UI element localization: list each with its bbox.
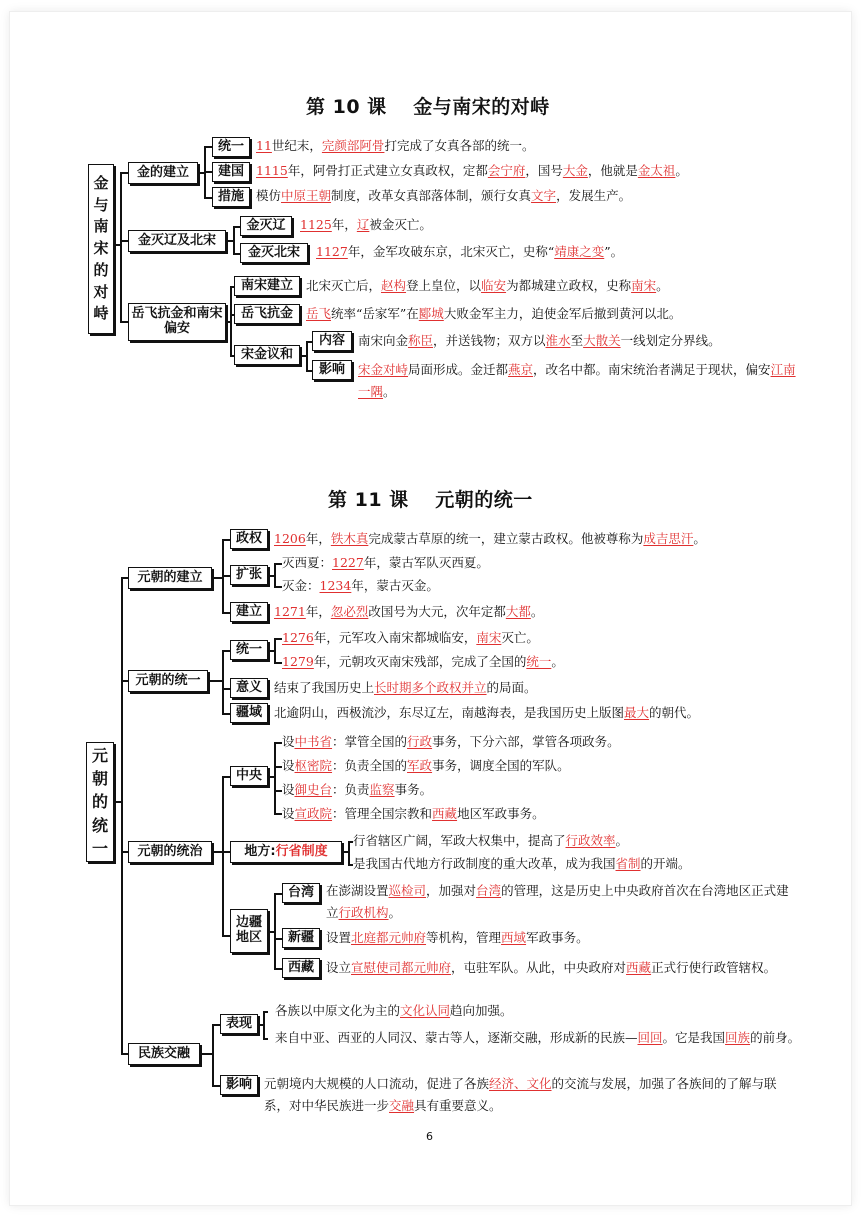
text-line <box>274 677 537 699</box>
connector <box>306 341 308 371</box>
node-unify: 统一 <box>230 640 268 660</box>
connector <box>212 851 222 853</box>
root-char: 峙 <box>93 304 109 323</box>
text-segment: 。 <box>388 905 402 920</box>
keyword: 军政 <box>407 758 433 773</box>
text-segment: 设 <box>282 734 295 749</box>
keyword: 文字 <box>531 188 557 203</box>
keyword: 文化认同 <box>400 1003 451 1018</box>
keyword: 长时期多个政权并立 <box>374 680 487 695</box>
keyword: 1276 <box>282 630 314 645</box>
text-segment: 设置 <box>326 930 352 945</box>
keyword: 枢密院 <box>294 758 333 773</box>
keyword: 赵构 <box>381 278 407 293</box>
lesson10-root <box>88 164 114 334</box>
keyword: 巡检司 <box>388 883 427 898</box>
keyword: 辽 <box>356 217 370 232</box>
keyword: 1234 <box>319 578 352 593</box>
text-segment: 年，元军攻入南宋都城临安， <box>313 630 477 645</box>
text-line <box>326 880 800 924</box>
connector <box>120 240 128 242</box>
text-line <box>275 1027 801 1049</box>
keyword: 经济、文化 <box>489 1076 552 1091</box>
connector <box>120 321 128 323</box>
connector <box>274 563 276 587</box>
node-xinjiang: 新疆 <box>282 928 320 948</box>
text-segment: 至 <box>570 333 584 348</box>
text-segment: 登上皇位，以 <box>406 278 482 293</box>
node-yuefei-resists-jin: 岳飞抗金 <box>234 304 300 324</box>
text-line <box>282 755 570 777</box>
node-content: 内容 <box>312 331 352 351</box>
connector <box>222 776 224 936</box>
node-southern-song-founded: 南宋建立 <box>234 276 300 296</box>
text-line <box>256 185 631 207</box>
text-segment: 行省辖区广阔，军政大权集中，提高了 <box>353 833 566 848</box>
text-line <box>282 552 489 574</box>
keyword: 铁木真 <box>330 531 369 546</box>
text-segment: ：掌管全国的 <box>332 734 408 749</box>
text-segment: 元朝境内大规模的人口流动，促进了各族 <box>264 1076 490 1091</box>
local-label: 地方: <box>244 843 276 859</box>
keyword: 台湾 <box>476 883 502 898</box>
keyword: 统一 <box>526 654 552 669</box>
keyword: 江南一隅 <box>358 362 796 399</box>
text-line <box>274 702 699 724</box>
keyword: 成吉思汗 <box>643 531 694 546</box>
connector <box>204 197 212 199</box>
connector <box>204 171 212 173</box>
node-measures: 措施 <box>212 187 250 207</box>
text-line <box>282 731 620 753</box>
text-segment: 。 <box>656 278 669 293</box>
text-segment: 年，蒙古灭金。 <box>351 578 439 593</box>
connector <box>120 172 128 174</box>
connector <box>274 813 282 815</box>
text-segment: 。 <box>551 654 564 669</box>
node-central: 中央 <box>230 766 268 786</box>
text-segment: 。 <box>675 163 688 178</box>
keyword: 回族 <box>725 1030 751 1045</box>
lesson11-root <box>86 742 114 862</box>
keyword: 交融 <box>389 1098 415 1113</box>
text-line <box>353 830 628 852</box>
keyword: 回回 <box>637 1030 663 1045</box>
node-regime: 政权 <box>230 529 268 549</box>
connector <box>222 539 230 541</box>
connector <box>348 841 350 865</box>
connector <box>222 575 230 577</box>
text-segment: 灭亡。 <box>501 630 539 645</box>
text-segment: ，改名中都。南宋统治者满足于现状，偏安 <box>533 362 771 377</box>
keyword: 金太祖 <box>637 163 676 178</box>
text-segment: 世纪末， <box>271 138 322 153</box>
keyword: 西藏 <box>432 806 458 821</box>
keyword: 1125 <box>300 217 332 232</box>
keyword: 最大 <box>624 705 650 720</box>
keyword: 宣政院 <box>294 806 333 821</box>
connector <box>222 650 230 652</box>
root-char: 元 <box>91 746 108 766</box>
text-line <box>275 1000 513 1022</box>
text-segment: 打完成了女真各部的统一。 <box>384 138 535 153</box>
connector <box>274 938 282 940</box>
keyword: 中原王朝 <box>281 188 332 203</box>
connector <box>222 851 230 853</box>
text-line <box>282 779 432 801</box>
keyword: 御史台 <box>294 782 333 797</box>
keyword: 西域 <box>501 930 527 945</box>
connector <box>263 1011 265 1039</box>
node-found-state: 建国 <box>212 162 250 182</box>
text-segment: 年， <box>331 217 357 232</box>
connector <box>222 935 230 937</box>
connector <box>121 577 123 1053</box>
text-segment: 改国号为大元，次年定都 <box>368 604 506 619</box>
page-number: 6 <box>426 1130 433 1143</box>
branch-yuan-rule: 元朝的统治 <box>128 841 212 863</box>
lesson10-title: 第 10 课 金与南宋的对峙 <box>306 96 550 118</box>
root-char: 宋 <box>93 239 109 258</box>
keyword: 淮水 <box>545 333 571 348</box>
text-segment: 完成蒙古草原的统一，建立蒙古政权。他被尊称为 <box>368 531 644 546</box>
text-segment: 军政事务。 <box>526 930 589 945</box>
branch-yuefei-southern-song: 岳飞抗金和南宋偏安 <box>128 303 226 341</box>
text-segment: 北宋灭亡后， <box>306 278 382 293</box>
text-segment: 的开端。 <box>640 856 691 871</box>
keyword: 称臣 <box>408 333 434 348</box>
text-segment: 的朝代。 <box>649 705 700 720</box>
root-char: 南 <box>93 217 109 236</box>
text-segment: 设立 <box>326 960 352 975</box>
keyword: 省制 <box>615 856 641 871</box>
text-line <box>256 160 688 182</box>
node-local-province-system <box>230 841 342 863</box>
connector <box>212 1024 214 1086</box>
keyword: 监察 <box>369 782 395 797</box>
text-segment: 局面形成。金迁都 <box>408 362 509 377</box>
keyword: 忽必烈 <box>330 604 369 619</box>
connector <box>222 688 230 690</box>
connector <box>274 790 282 792</box>
node-establish: 建立 <box>230 602 268 622</box>
text-segment: 设 <box>282 782 295 797</box>
node-frontier-regions: 边疆地区 <box>230 909 268 953</box>
text-segment: 事务。 <box>394 782 433 797</box>
text-segment: ：负责全国的 <box>332 758 408 773</box>
text-line <box>358 330 721 352</box>
keyword: 行政 <box>407 734 433 749</box>
text-line <box>282 575 439 597</box>
text-line <box>358 359 804 403</box>
root-char: 朝 <box>91 769 108 789</box>
text-segment: 具有重要意义。 <box>414 1098 502 1113</box>
connector <box>274 766 282 768</box>
keyword: 南宋 <box>631 278 657 293</box>
connector <box>222 713 230 715</box>
text-segment: 结束了我国历史上 <box>274 680 375 695</box>
text-segment: 。 <box>615 833 629 848</box>
root-char: 金 <box>93 173 109 192</box>
connector <box>204 146 212 148</box>
keyword: 1271 <box>274 604 306 619</box>
node-tibet: 西藏 <box>282 958 320 978</box>
text-segment: 各族以中原文化为主的 <box>275 1003 401 1018</box>
text-segment: 。 <box>530 604 544 619</box>
keyword: 宋金对峙 <box>358 362 409 377</box>
text-segment: 模仿 <box>256 188 282 203</box>
node-unify: 统一 <box>212 137 250 157</box>
text-line <box>300 214 432 236</box>
text-segment: 灭金： <box>282 578 320 593</box>
text-segment: 的交流与发展，加强了各族间的了解与联系，对中华民族进一步 <box>264 1076 777 1113</box>
connector <box>274 638 282 640</box>
connector <box>120 172 122 322</box>
keyword: 大金 <box>562 163 588 178</box>
root-char: 与 <box>93 195 109 214</box>
province-system-label: 行省制度 <box>275 843 328 859</box>
keyword: 11 <box>256 138 272 153</box>
text-line <box>274 601 543 623</box>
keyword: 会宁府 <box>487 163 526 178</box>
node-expansion: 扩张 <box>230 565 268 585</box>
text-segment: ，加强对 <box>426 883 477 898</box>
text-segment: 年，金军攻破东京，北宋灭亡，史称“ <box>347 244 555 259</box>
text-segment: ，发展生产。 <box>556 188 632 203</box>
node-significance: 意义 <box>230 678 268 698</box>
keyword: 中书省 <box>294 734 333 749</box>
branch-ethnic-integration: 民族交融 <box>128 1043 200 1065</box>
keyword: 完颜部阿骨 <box>321 138 385 153</box>
text-segment: 的前身。 <box>750 1030 801 1045</box>
connector <box>208 680 222 682</box>
connector <box>230 286 232 356</box>
text-segment: ”。 <box>604 244 624 259</box>
text-line <box>264 1073 800 1117</box>
text-segment: 年，元朝攻灭南宋残部，完成了全国的 <box>313 654 527 669</box>
text-segment: 等机构，管理 <box>426 930 502 945</box>
connector <box>233 253 240 255</box>
text-segment: 南宋向金 <box>358 333 409 348</box>
connector <box>222 776 230 778</box>
connector <box>274 968 282 970</box>
text-segment: 大败金军主力，迫使金军后撤到黄河以北。 <box>443 306 682 321</box>
text-segment: 是我国古代地方行政制度的重大改革，成为我国 <box>353 856 616 871</box>
keyword: 行政机构 <box>338 905 389 920</box>
node-impact: 影响 <box>312 360 352 380</box>
text-segment: 来自中亚、西亚的人同汉、蒙古等人，逐渐交融，形成新的民族— <box>275 1030 638 1045</box>
text-segment: ，国号 <box>525 163 563 178</box>
keyword: 北庭都元帅府 <box>351 930 427 945</box>
connector <box>233 226 240 228</box>
branch-yuan-founding: 元朝的建立 <box>128 567 212 589</box>
keyword: 靖康之变 <box>554 244 605 259</box>
keyword: 行政效率 <box>565 833 616 848</box>
text-segment: 为都城建立政权，史称 <box>506 278 632 293</box>
keyword: 1279 <box>282 654 314 669</box>
text-line <box>274 528 706 550</box>
text-segment: 设 <box>282 758 295 773</box>
connector <box>222 650 224 714</box>
text-segment: 北逾阴山，西极流沙，东尽辽左，南越海表，是我国历史上版图 <box>274 705 625 720</box>
connector <box>121 1053 128 1055</box>
text-line <box>326 927 589 949</box>
connector <box>274 742 276 814</box>
text-line <box>316 241 623 263</box>
text-line <box>306 275 669 297</box>
text-segment: 。 <box>693 531 706 546</box>
node-taiwan: 台湾 <box>282 883 320 903</box>
keyword: 燕京 <box>508 362 534 377</box>
branch-yuan-unification: 元朝的统一 <box>128 670 208 692</box>
connector <box>274 742 282 744</box>
text-line <box>256 135 534 157</box>
text-segment: 一线划定分界线。 <box>620 333 721 348</box>
text-segment: 趋向加强。 <box>450 1003 513 1018</box>
keyword: 1227 <box>332 555 364 570</box>
keyword: 宣慰使司都元帅府 <box>351 960 452 975</box>
text-line <box>282 803 545 825</box>
text-segment: 统率“岳家军”在 <box>331 306 419 321</box>
connector <box>233 226 235 254</box>
connector <box>121 680 128 682</box>
text-segment: ，并送钱物；双方以 <box>433 333 546 348</box>
node-jin-destroys-northern-song: 金灭北宋 <box>240 243 308 263</box>
connector <box>200 1053 212 1055</box>
text-segment: 灭西夏： <box>282 555 333 570</box>
text-line <box>326 957 800 979</box>
node-song-jin-peace: 宋金议和 <box>234 345 300 365</box>
text-segment: ，他就是 <box>587 163 638 178</box>
branch-jin-destroys-liao-song: 金灭辽及北宋 <box>128 230 226 252</box>
root-char: 的 <box>91 792 108 812</box>
connector <box>121 577 128 579</box>
text-segment: 地区军政事务。 <box>457 806 545 821</box>
text-segment: 。它是我国 <box>662 1030 726 1045</box>
connector <box>274 893 276 969</box>
text-line <box>282 651 564 673</box>
text-segment: ：负责 <box>332 782 370 797</box>
text-segment: 年， <box>305 531 331 546</box>
keyword: 临安 <box>481 278 507 293</box>
connector <box>274 893 282 895</box>
connector <box>212 1024 220 1026</box>
text-segment: 被金灭亡。 <box>369 217 432 232</box>
connector <box>263 1011 268 1013</box>
keyword: 西藏 <box>626 960 652 975</box>
text-segment: 事务，调度全国的军队。 <box>432 758 570 773</box>
lesson11-title: 第 11 课 元朝的统一 <box>328 489 533 511</box>
text-segment: 事务，下分六部，掌管各项政务。 <box>432 734 620 749</box>
text-segment: 年， <box>305 604 331 619</box>
connector <box>212 1085 220 1087</box>
root-char: 对 <box>93 282 109 301</box>
text-segment: 年，阿骨打正式建立女真政权，定都 <box>287 163 488 178</box>
connector <box>274 563 282 565</box>
keyword: 郾城 <box>418 306 444 321</box>
text-segment: 的管理，这是历史上中央政府首次在台湾地区正式建立 <box>326 883 789 920</box>
text-segment: 的局面。 <box>486 680 537 695</box>
keyword: 大散关 <box>583 333 621 348</box>
text-segment: 设 <box>282 806 295 821</box>
connector <box>222 612 230 614</box>
keyword: 1127 <box>316 244 348 259</box>
text-segment: 年，蒙古军队灭西夏。 <box>363 555 489 570</box>
keyword: 岳飞 <box>306 306 332 321</box>
text-segment: 。 <box>383 384 396 399</box>
branch-jin-founding: 金的建立 <box>128 162 198 184</box>
connector <box>121 851 128 853</box>
text-segment: 制度，改革女真部落体制，颁行女真 <box>331 188 532 203</box>
text-line <box>282 627 539 649</box>
keyword: 1206 <box>274 531 306 546</box>
keyword: 1115 <box>256 163 288 178</box>
text-segment: ，屯驻军队。从此，中央政府对 <box>451 960 627 975</box>
text-segment: 正式行使行政管辖权。 <box>651 960 777 975</box>
text-line <box>353 853 691 875</box>
node-territory: 疆域 <box>230 703 268 723</box>
node-jin-destroys-liao: 金灭辽 <box>240 216 292 236</box>
text-segment: ：管理全国宗教和 <box>332 806 433 821</box>
connector <box>274 662 282 664</box>
node-manifestation: 表现 <box>220 1014 258 1034</box>
keyword: 大都 <box>505 604 531 619</box>
text-line <box>306 303 681 325</box>
node-impact: 影响 <box>220 1075 258 1095</box>
keyword: 南宋 <box>476 630 502 645</box>
root-char: 的 <box>93 260 109 279</box>
root-char: 一 <box>91 838 108 858</box>
connector <box>274 586 282 588</box>
connector <box>263 1038 268 1040</box>
connector <box>212 577 222 579</box>
text-segment: 在澎湖设置 <box>326 883 389 898</box>
root-char: 统 <box>91 815 108 835</box>
connector <box>274 638 276 663</box>
